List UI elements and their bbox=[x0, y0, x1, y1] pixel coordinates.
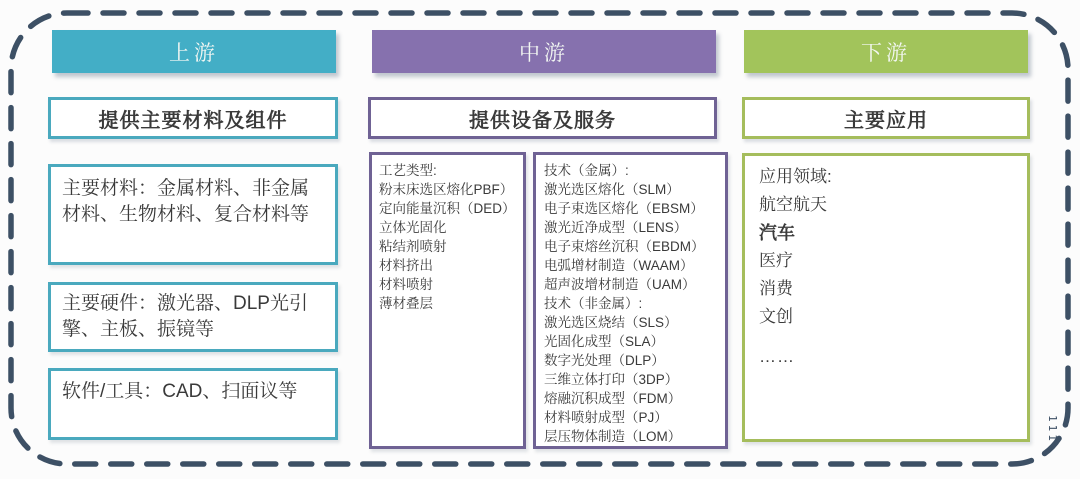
downstream-applications-box bbox=[742, 153, 1030, 442]
process-line: 材料挤出 bbox=[379, 258, 433, 273]
tech-line: 技术（非金属）: bbox=[544, 296, 643, 311]
midstream-header bbox=[372, 30, 716, 73]
application-line: 应用领域: bbox=[759, 167, 832, 186]
midstream-technologies-box bbox=[533, 152, 728, 449]
upstream-software-box bbox=[48, 368, 338, 440]
upstream-hardware-text: 主要硬件：激光器、DLP光引擎、主板、振镜等 bbox=[62, 293, 308, 340]
tech-line: 技术（金属）: bbox=[544, 163, 629, 178]
downstream-header bbox=[744, 30, 1028, 73]
stray-watermark-marks: 111 bbox=[1046, 415, 1059, 444]
tech-line: 激光选区熔化（SLM） bbox=[544, 182, 680, 197]
upstream-hardware-box bbox=[48, 282, 338, 352]
application-line: 文创 bbox=[759, 307, 793, 326]
application-line-automotive: 汽车 bbox=[759, 223, 795, 243]
upstream-subtitle-label: 提供主要材料及组件 bbox=[98, 109, 288, 132]
midstream-subtitle-box bbox=[368, 97, 717, 139]
application-ellipsis: …… bbox=[759, 347, 795, 366]
tech-line: 电子束熔丝沉积（EBDM） bbox=[544, 239, 705, 254]
application-line: 医疗 bbox=[759, 251, 793, 270]
tech-line: 激光选区烧结（SLS） bbox=[544, 315, 678, 330]
upstream-subtitle-box bbox=[48, 97, 338, 139]
upstream-header bbox=[52, 30, 336, 73]
process-line: 粘结剂喷射 bbox=[379, 239, 447, 254]
midstream-header-label: 中游 bbox=[519, 41, 569, 65]
tech-line: 熔融沉积成型（FDM） bbox=[544, 391, 682, 406]
tech-line: 超声波增材制造（UAM） bbox=[544, 277, 696, 292]
midstream-process-types-box bbox=[369, 152, 526, 449]
tech-line: 电弧增材制造（WAAM） bbox=[544, 258, 694, 273]
process-line: 材料喷射 bbox=[379, 277, 433, 292]
upstream-software-text: 软件/工具：CAD、扫面议等 bbox=[62, 381, 298, 402]
downstream-subtitle-label: 主要应用 bbox=[844, 109, 928, 132]
process-line: 粉末床选区熔化PBF） bbox=[379, 182, 514, 197]
upstream-header-label: 上游 bbox=[169, 41, 219, 65]
application-line: 消费 bbox=[759, 279, 793, 298]
upstream-materials-box bbox=[48, 164, 338, 265]
downstream-subtitle-box bbox=[742, 97, 1030, 139]
process-line: 定向能量沉积（DED） bbox=[379, 201, 516, 216]
process-line: 薄材叠层 bbox=[379, 296, 433, 311]
downstream-header-label: 下游 bbox=[861, 41, 911, 65]
tech-line: 电子束选区熔化（EBSM） bbox=[544, 201, 704, 216]
tech-line: 光固化成型（SLA） bbox=[544, 334, 665, 349]
midstream-subtitle-label: 提供设备及服务 bbox=[469, 109, 616, 132]
tech-line: 数字光处理（DLP） bbox=[544, 353, 665, 368]
upstream-materials-text: 主要材料：金属材料、非金属材料、生物材料、复合材料等 bbox=[62, 178, 310, 225]
application-line: 航空航天 bbox=[759, 195, 827, 214]
tech-line: 激光近净成型（LENS） bbox=[544, 220, 688, 235]
tech-line: 材料喷射成型（PJ） bbox=[544, 410, 668, 425]
process-line: 立体光固化 bbox=[379, 220, 447, 235]
tech-line: 三维立体打印（3DP） bbox=[544, 372, 679, 387]
process-line: 工艺类型: bbox=[379, 163, 437, 178]
tech-line: 层压物体制造（LOM） bbox=[544, 429, 682, 444]
